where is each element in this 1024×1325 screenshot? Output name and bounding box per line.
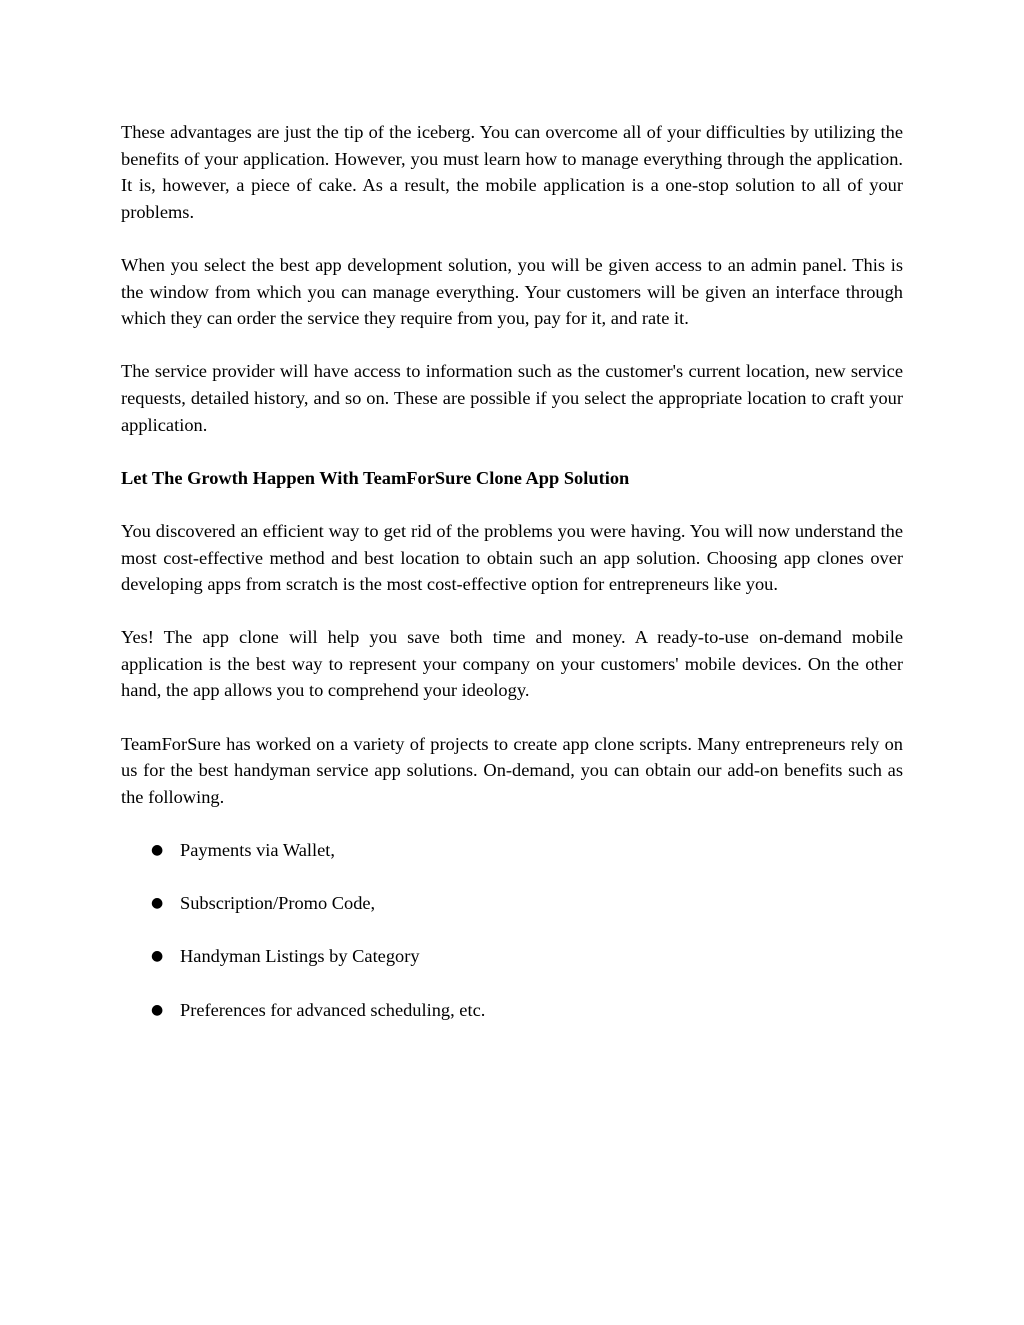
- list-item: [121, 943, 903, 970]
- bullet-icon: ●: [151, 895, 164, 912]
- bullet-icon: ●: [151, 1001, 164, 1018]
- paragraph-admin-panel: When you select the best app development solution, you will be given access to an admin panel. This is the window from which you can manage everything. Your customers will be given an interface through which they can order the service they require from you, pay for it, and rate it.: [121, 254, 903, 329]
- paragraph-teamforsure: TeamForSure has worked on a variety of projects to create app clone scripts. Many entrepreneurs rely on us for the best handyman service app solutions. On-demand, you can obtain our add-on benefits such as the following.: [121, 733, 903, 807]
- paragraph-efficient-way: You discovered an efficient way to get rid of the problems you were having. You will now understand the most cost-effective method and best location to obtain such an app solution. Choosing app clones over developing apps from scratch is the most cost-effective option for entrepreneurs like you.: [121, 520, 903, 595]
- bullet-icon: ●: [151, 842, 164, 859]
- list-item-text: Preferences for advanced scheduling, etc.: [180, 999, 486, 1020]
- list-item: [121, 837, 903, 864]
- list-item: [121, 890, 903, 917]
- benefits-list: [121, 837, 903, 1023]
- list-item-text: Subscription/Promo Code,: [180, 893, 376, 914]
- list-item-text: Payments via Wallet,: [180, 840, 335, 861]
- list-item-text: Handyman Listings by Category: [180, 946, 420, 967]
- paragraph-iceberg: These advantages are just the tip of the iceberg. You can overcome all of your difficulties by utilizing the benefits of your application. However, you must learn how to manage everything through the application. It is, however, a piece of cake. As a result, the mobile application is a one-stop solution to all of your problems.: [121, 122, 903, 222]
- document-page: [121, 119, 903, 1050]
- list-item: [121, 997, 903, 1024]
- paragraph-service-provider: The service provider will have access to information such as the customer's current location, new service requests, detailed history, and so on. These are possible if you select the appropriate location to craft your application.: [121, 361, 903, 435]
- paragraph-app-clone: Yes! The app clone will help you save both time and money. A ready-to-use on-demand mobile application is the best way to represent your company on your customers' mobile devices. On the other hand, the app allows you to comprehend your ideology.: [121, 627, 903, 701]
- bullet-icon: ●: [151, 948, 164, 965]
- section-heading: Let The Growth Happen With TeamForSure Clone App Solution: [121, 467, 630, 488]
